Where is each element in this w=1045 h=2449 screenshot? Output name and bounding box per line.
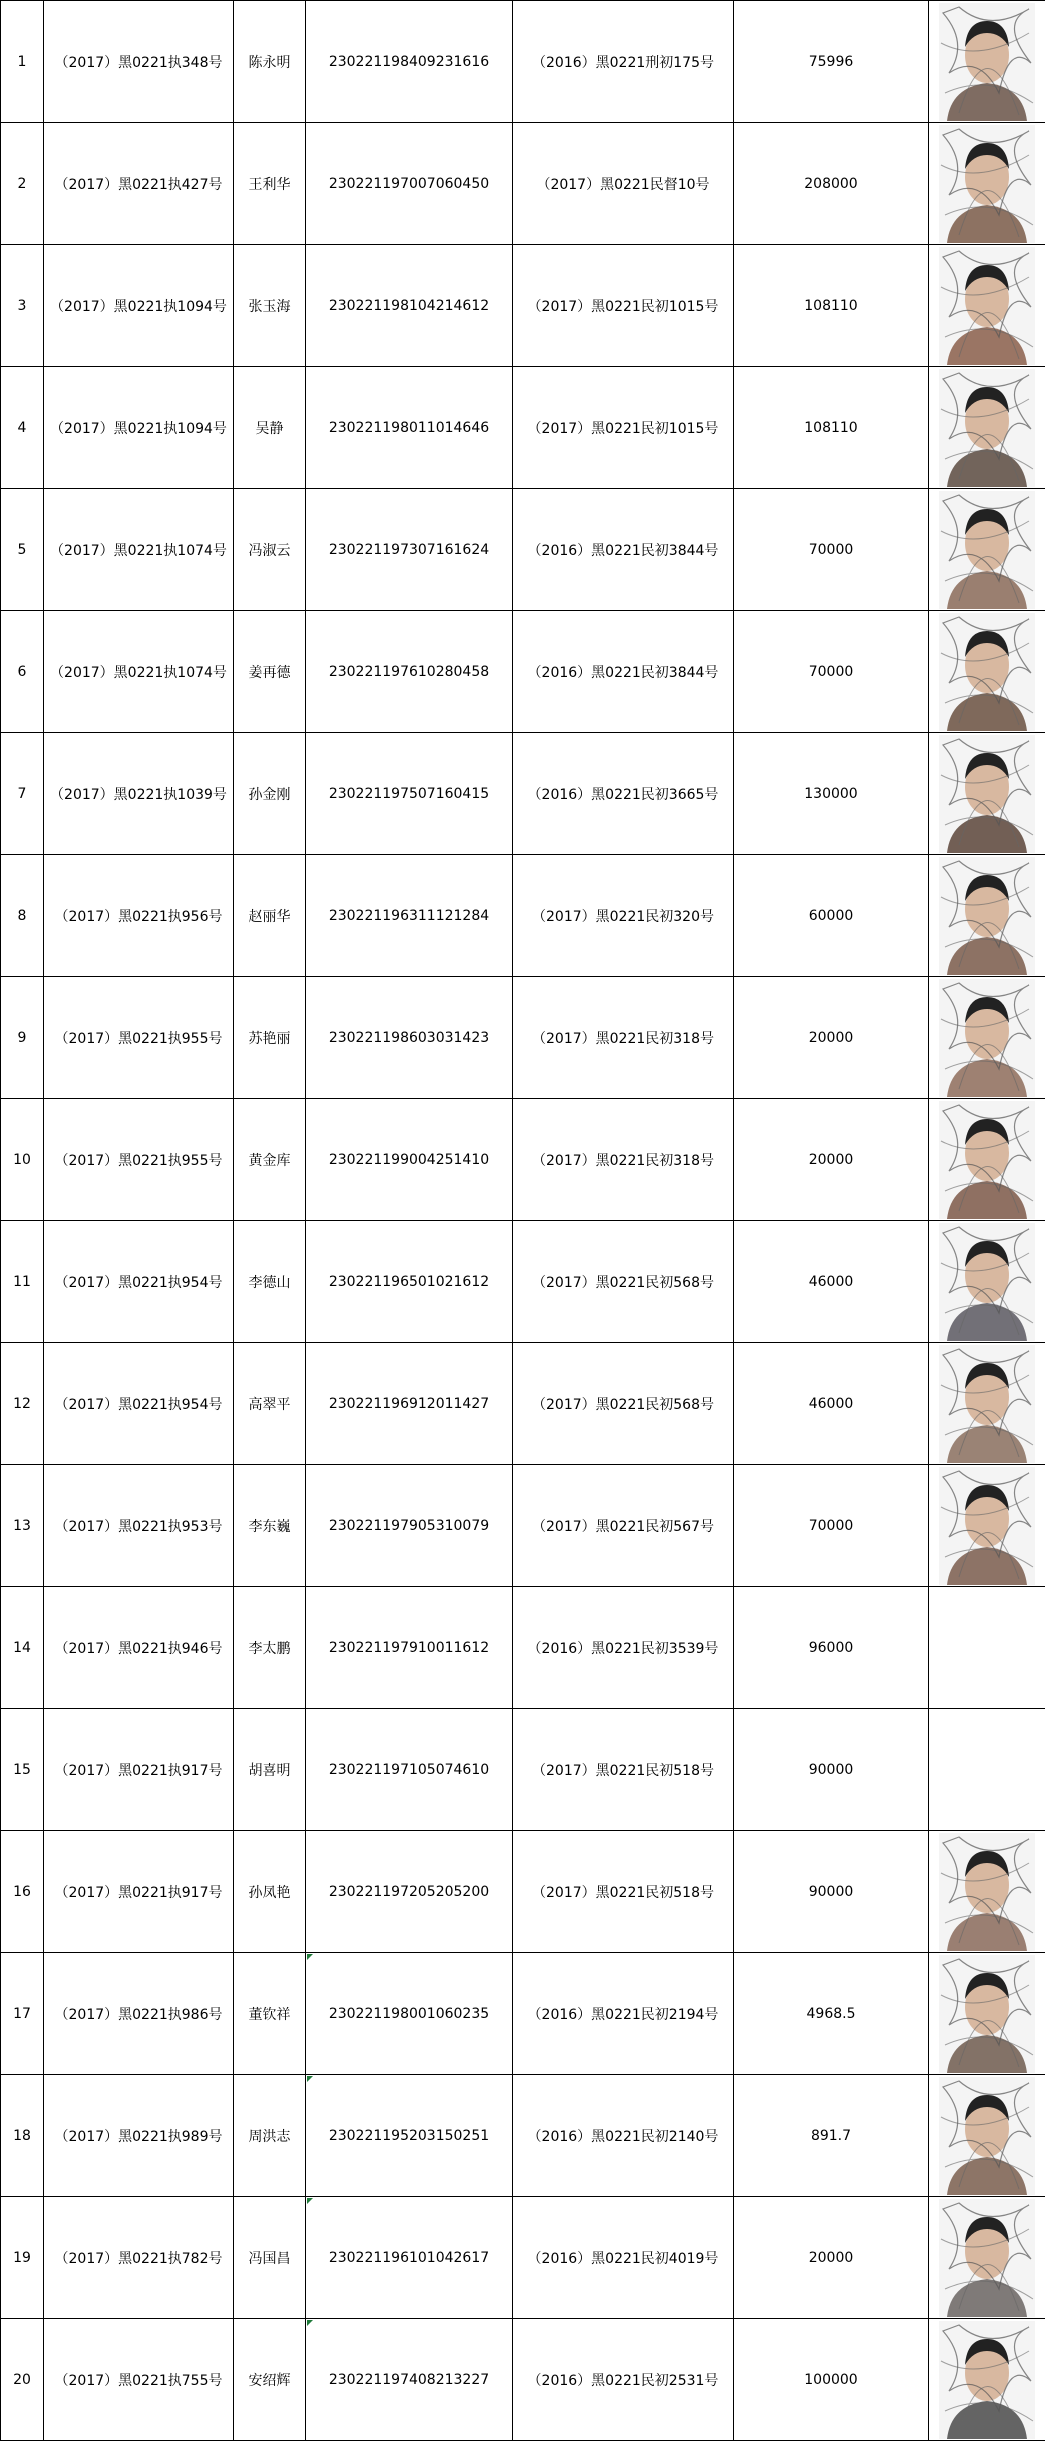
judgment-basis-number: （2017）黑0221民初320号 (513, 855, 734, 977)
id-number: 230221196501021612 (306, 1221, 513, 1343)
person-photo (939, 1101, 1035, 1219)
execution-case-number: （2017）黑0221执954号 (44, 1343, 234, 1465)
amount-owed: 46000 (734, 1343, 929, 1465)
table-row (1, 2197, 1045, 2319)
execution-case-number: （2017）黑0221执956号 (44, 855, 234, 977)
person-photo (939, 125, 1035, 243)
table-row (1, 1709, 1045, 1831)
id-number: 230221197307161624 (306, 489, 513, 611)
person-name: 董钦祥 (234, 1953, 306, 2075)
id-number: 230221198104214612 (306, 245, 513, 367)
execution-case-number: （2017）黑0221执986号 (44, 1953, 234, 2075)
row-number: 8 (1, 855, 44, 977)
judgment-basis-number: （2016）黑0221民初3539号 (513, 1587, 734, 1709)
person-photo (939, 1223, 1035, 1341)
photo-cell (929, 2319, 1045, 2441)
person-name: 苏艳丽 (234, 977, 306, 1099)
person-photo (939, 491, 1035, 609)
id-number: 230221197910011612 (306, 1587, 513, 1709)
execution-case-number: （2017）黑0221执917号 (44, 1709, 234, 1831)
person-photo (939, 2321, 1035, 2439)
id-number: 230221195203150251 (306, 2075, 513, 2197)
judgment-basis-number: （2017）黑0221民初1015号 (513, 367, 734, 489)
person-photo (939, 1833, 1035, 1951)
table-row (1, 2319, 1045, 2441)
execution-case-number: （2017）黑0221执755号 (44, 2319, 234, 2441)
judgment-basis-number: （2016）黑0221民初3844号 (513, 489, 734, 611)
person-name: 吴静 (234, 367, 306, 489)
amount-owed: 90000 (734, 1831, 929, 1953)
table-body (1, 1, 1045, 2441)
id-number: 230221197408213227 (306, 2319, 513, 2441)
person-name: 安绍辉 (234, 2319, 306, 2441)
amount-owed: 96000 (734, 1587, 929, 1709)
amount-owed: 208000 (734, 123, 929, 245)
photo-cell (929, 2075, 1045, 2197)
table-row (1, 855, 1045, 977)
photo-cell (929, 1831, 1045, 1953)
row-number: 20 (1, 2319, 44, 2441)
execution-case-number: （2017）黑0221执348号 (44, 1, 234, 123)
row-number: 9 (1, 977, 44, 1099)
table-row (1, 611, 1045, 733)
judgment-basis-number: （2016）黑0221刑初175号 (513, 1, 734, 123)
execution-case-number: （2017）黑0221执917号 (44, 1831, 234, 1953)
amount-owed: 46000 (734, 1221, 929, 1343)
photo-cell (929, 245, 1045, 367)
judgment-basis-number: （2016）黑0221民初2140号 (513, 2075, 734, 2197)
amount-owed: 70000 (734, 611, 929, 733)
id-number: 230221198001060235 (306, 1953, 513, 2075)
person-photo (939, 1467, 1035, 1585)
row-number: 12 (1, 1343, 44, 1465)
photo-cell (929, 1099, 1045, 1221)
table-row (1, 1, 1045, 123)
id-number: 230221197905310079 (306, 1465, 513, 1587)
judgment-basis-number: （2017）黑0221民初568号 (513, 1221, 734, 1343)
table-row (1, 1099, 1045, 1221)
person-name: 王利华 (234, 123, 306, 245)
id-number: 230221197610280458 (306, 611, 513, 733)
id-number: 230221196101042617 (306, 2197, 513, 2319)
execution-case-number: （2017）黑0221执989号 (44, 2075, 234, 2197)
id-number: 230221199004251410 (306, 1099, 513, 1221)
amount-owed: 20000 (734, 1099, 929, 1221)
photo-cell (929, 1953, 1045, 2075)
person-name: 孙凤艳 (234, 1831, 306, 1953)
amount-owed: 60000 (734, 855, 929, 977)
amount-owed: 4968.5 (734, 1953, 929, 2075)
amount-owed: 108110 (734, 367, 929, 489)
execution-case-number: （2017）黑0221执1074号 (44, 489, 234, 611)
person-name: 姜再德 (234, 611, 306, 733)
table-row (1, 123, 1045, 245)
person-photo (939, 1345, 1035, 1463)
person-name: 李德山 (234, 1221, 306, 1343)
person-photo (939, 1955, 1035, 2073)
table-row (1, 1953, 1045, 2075)
id-number: 230221198409231616 (306, 1, 513, 123)
table-row (1, 977, 1045, 1099)
photo-cell (929, 2197, 1045, 2319)
amount-owed: 75996 (734, 1, 929, 123)
photo-cell (929, 1587, 1045, 1709)
person-name: 冯淑云 (234, 489, 306, 611)
id-number: 230221197507160415 (306, 733, 513, 855)
judgment-basis-number: （2016）黑0221民初2194号 (513, 1953, 734, 2075)
table-row (1, 733, 1045, 855)
person-name: 陈永明 (234, 1, 306, 123)
photo-cell (929, 855, 1045, 977)
row-number: 5 (1, 489, 44, 611)
execution-case-number: （2017）黑0221执955号 (44, 977, 234, 1099)
person-name: 孙金刚 (234, 733, 306, 855)
person-name: 冯国昌 (234, 2197, 306, 2319)
id-number: 230221198011014646 (306, 367, 513, 489)
person-name: 周洪志 (234, 2075, 306, 2197)
photo-cell (929, 1221, 1045, 1343)
table-row (1, 367, 1045, 489)
execution-case-number: （2017）黑0221执946号 (44, 1587, 234, 1709)
judgment-basis-number: （2016）黑0221民初3665号 (513, 733, 734, 855)
judgment-basis-number: （2017）黑0221民初518号 (513, 1831, 734, 1953)
photo-cell (929, 733, 1045, 855)
table-row (1, 1587, 1045, 1709)
row-number: 2 (1, 123, 44, 245)
row-number: 17 (1, 1953, 44, 2075)
judgment-basis-number: （2017）黑0221民初568号 (513, 1343, 734, 1465)
person-photo (939, 613, 1035, 731)
person-name: 张玉海 (234, 245, 306, 367)
amount-owed: 70000 (734, 489, 929, 611)
row-number: 15 (1, 1709, 44, 1831)
person-photo (939, 857, 1035, 975)
execution-case-number: （2017）黑0221执955号 (44, 1099, 234, 1221)
id-number: 230221196912011427 (306, 1343, 513, 1465)
execution-case-number: （2017）黑0221执953号 (44, 1465, 234, 1587)
amount-owed: 100000 (734, 2319, 929, 2441)
photo-cell (929, 123, 1045, 245)
judgment-basis-number: （2017）黑0221民初567号 (513, 1465, 734, 1587)
amount-owed: 130000 (734, 733, 929, 855)
execution-case-number: （2017）黑0221执954号 (44, 1221, 234, 1343)
amount-owed: 90000 (734, 1709, 929, 1831)
person-name: 高翠平 (234, 1343, 306, 1465)
judgment-basis-number: （2017）黑0221民督10号 (513, 123, 734, 245)
table-row (1, 1343, 1045, 1465)
photo-cell (929, 1709, 1045, 1831)
id-number: 230221197105074610 (306, 1709, 513, 1831)
person-photo (939, 369, 1035, 487)
person-photo (939, 735, 1035, 853)
amount-owed: 20000 (734, 2197, 929, 2319)
judgment-basis-number: （2017）黑0221民初518号 (513, 1709, 734, 1831)
table-row (1, 245, 1045, 367)
id-number: 230221197007060450 (306, 123, 513, 245)
row-number: 3 (1, 245, 44, 367)
person-name: 黄金库 (234, 1099, 306, 1221)
photo-cell (929, 977, 1045, 1099)
row-number: 6 (1, 611, 44, 733)
execution-case-number: （2017）黑0221执427号 (44, 123, 234, 245)
photo-cell (929, 367, 1045, 489)
execution-case-number: （2017）黑0221执782号 (44, 2197, 234, 2319)
amount-owed: 20000 (734, 977, 929, 1099)
row-number: 10 (1, 1099, 44, 1221)
photo-cell (929, 1, 1045, 123)
table-row (1, 1831, 1045, 1953)
photo-cell (929, 489, 1045, 611)
id-number: 230221198603031423 (306, 977, 513, 1099)
row-number: 11 (1, 1221, 44, 1343)
table-row (1, 2075, 1045, 2197)
person-name: 赵丽华 (234, 855, 306, 977)
photo-cell (929, 611, 1045, 733)
photo-cell (929, 1343, 1045, 1465)
id-number: 230221196311121284 (306, 855, 513, 977)
person-photo (939, 3, 1035, 121)
judgment-basis-number: （2016）黑0221民初3844号 (513, 611, 734, 733)
amount-owed: 891.7 (734, 2075, 929, 2197)
execution-case-number: （2017）黑0221执1039号 (44, 733, 234, 855)
judgment-basis-number: （2016）黑0221民初4019号 (513, 2197, 734, 2319)
judgment-basis-number: （2016）黑0221民初2531号 (513, 2319, 734, 2441)
judgment-basis-number: （2017）黑0221民初318号 (513, 977, 734, 1099)
row-number: 1 (1, 1, 44, 123)
row-number: 18 (1, 2075, 44, 2197)
row-number: 14 (1, 1587, 44, 1709)
row-number: 4 (1, 367, 44, 489)
execution-case-number: （2017）黑0221执1074号 (44, 611, 234, 733)
person-photo (939, 2199, 1035, 2317)
amount-owed: 108110 (734, 245, 929, 367)
person-photo (939, 247, 1035, 365)
table-row (1, 1221, 1045, 1343)
person-name: 胡喜明 (234, 1709, 306, 1831)
row-number: 7 (1, 733, 44, 855)
table-row (1, 489, 1045, 611)
row-number: 19 (1, 2197, 44, 2319)
photo-cell (929, 1465, 1045, 1587)
judgment-basis-number: （2017）黑0221民初1015号 (513, 245, 734, 367)
id-number: 230221197205205200 (306, 1831, 513, 1953)
amount-owed: 70000 (734, 1465, 929, 1587)
row-number: 13 (1, 1465, 44, 1587)
row-number: 16 (1, 1831, 44, 1953)
person-photo (939, 2077, 1035, 2195)
execution-case-number: （2017）黑0221执1094号 (44, 367, 234, 489)
judgment-basis-number: （2017）黑0221民初318号 (513, 1099, 734, 1221)
person-name: 李太鹏 (234, 1587, 306, 1709)
execution-case-number: （2017）黑0221执1094号 (44, 245, 234, 367)
table-row (1, 1465, 1045, 1587)
person-photo (939, 979, 1035, 1097)
person-name: 李东巍 (234, 1465, 306, 1587)
